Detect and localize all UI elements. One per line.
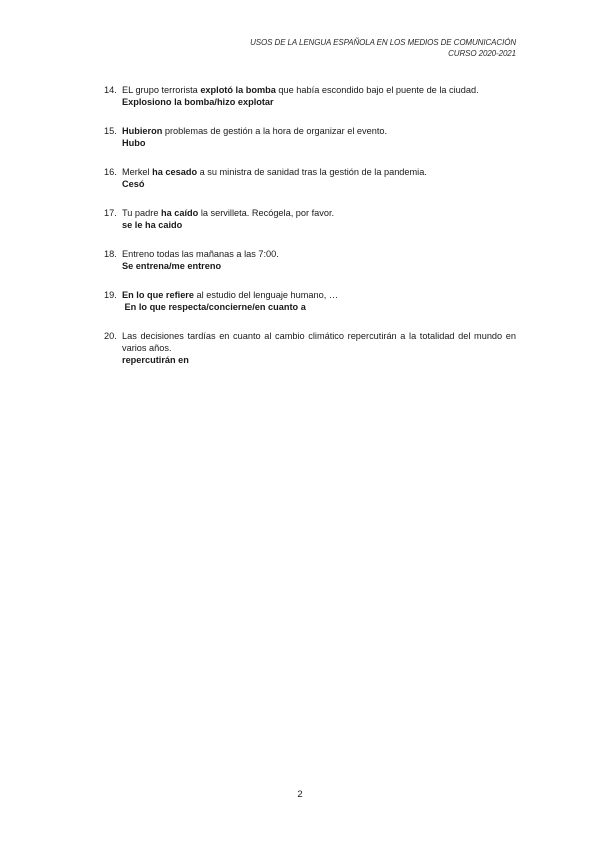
item-correction: Cesó <box>122 179 145 189</box>
item-sentence: Las decisiones tardías en cuanto al cambio climático repercutirán a la totalidad del mundo en varios años. <box>122 331 516 353</box>
page-header <box>250 37 516 59</box>
exercise-item-15 <box>104 125 516 149</box>
highlighted-error: Hubieron <box>122 126 163 136</box>
item-sentence: Entreno todas las mañanas a las 7:00. <box>122 249 279 259</box>
item-correction: repercutirán en <box>122 355 189 365</box>
exercise-item-14 <box>104 84 516 108</box>
page-number: 2 <box>297 789 303 800</box>
item-correction: Hubo <box>122 138 146 148</box>
item-sentence: En lo que refiere al estudio del lenguaje humano, … <box>122 290 339 300</box>
item-number: 16. <box>104 167 117 177</box>
highlighted-error: En lo que refiere <box>122 290 194 300</box>
item-sentence: Hubieron problemas de gestión a la hora de organizar el evento. <box>122 126 388 136</box>
item-sentence: EL grupo terrorista explotó la bomba que había escondido bajo el puente de la ciudad. <box>122 85 479 95</box>
highlighted-error: explotó la bomba <box>200 85 276 95</box>
item-number: 18. <box>104 249 117 259</box>
item-correction: Explosiono la bomba/hizo explotar <box>122 97 274 107</box>
item-number: 19. <box>104 290 117 300</box>
header-course-year: CURSO 2020-2021 <box>448 49 516 58</box>
item-number: 20. <box>104 331 117 341</box>
item-number: 17. <box>104 208 117 218</box>
item-correction: En lo que respecta/concierne/en cuanto a <box>122 302 306 312</box>
exercise-item-19 <box>104 289 516 313</box>
exercise-item-16 <box>104 166 516 190</box>
item-correction: se le ha caido <box>122 220 183 230</box>
highlighted-error: ha caído <box>160 208 199 218</box>
exercise-item-17 <box>104 207 516 231</box>
exercise-item-20 <box>104 330 516 366</box>
highlighted-error: ha cesado <box>152 167 198 177</box>
item-correction: Se entrena/me entreno <box>122 261 222 271</box>
item-number: 15. <box>104 126 117 136</box>
exercise-item-18 <box>104 248 516 272</box>
header-course-title: USOS DE LA LENGUA ESPAÑOLA EN LOS MEDIOS DE COMUNICACIÓN <box>250 38 516 47</box>
item-sentence: Tu padre ha caído la servilleta. Recógela, por favor. <box>122 208 335 218</box>
item-sentence: Merkel ha cesado a su ministra de sanidad tras la gestión de la pandemia. <box>122 167 427 177</box>
item-number: 14. <box>104 85 117 95</box>
